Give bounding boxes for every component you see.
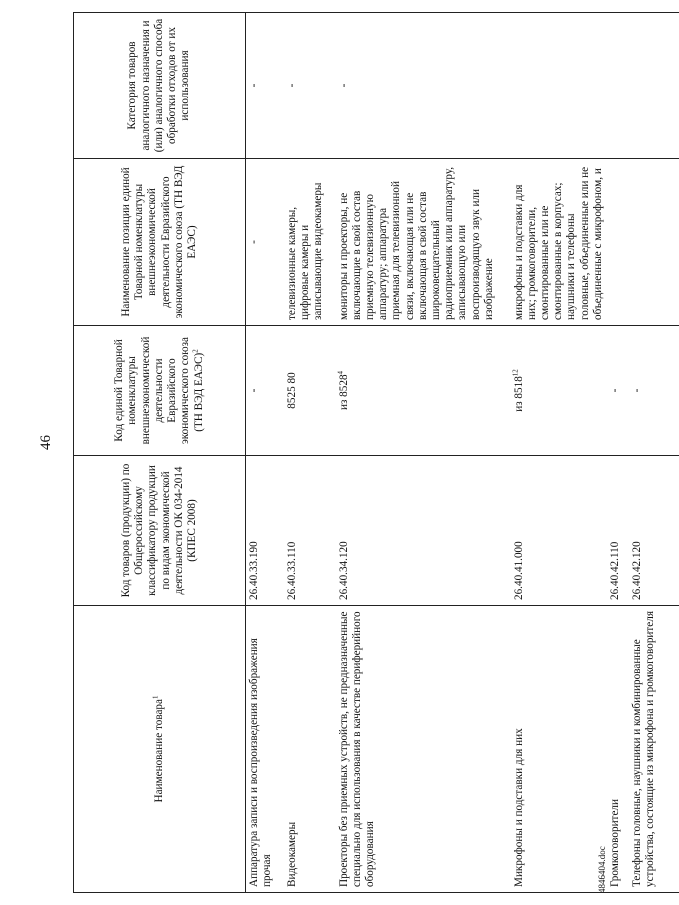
cell-tnved-name: мониторы и проекторы, не включающие в свой состав приемную телевизионную аппаратуру; аппаратура приемная для телевизионной связи, включающая или не включающая в свой состав широковещательный радиоприемник или аппаратуру, записывающую или воспроизводящую звук или изображение: [336, 159, 511, 326]
header-okpd: Код товаров (продукции) по Общероссийскому классификатору продукции по видам экономической деятельности ОК 034-2014 (КПЕС 2008): [74, 456, 246, 606]
cell-category: [511, 13, 608, 159]
cell-okpd: 26.40.33.190: [246, 456, 284, 606]
cell-tnved-name: телевизионные камеры, цифровые камеры и записывающие видеокамеры: [284, 159, 336, 326]
header-tnved-code: Код единой Товарной номенклатуры внешнеэкономической деятельности Евразийского экономического союза (ТН ВЭД ЕАЭС)$^2$: [74, 326, 246, 456]
cell-tnved-name: [607, 159, 629, 326]
cell-okpd: 26.40.33.110: [284, 456, 336, 606]
cell-tnved-code: -: [607, 326, 629, 456]
goods-table: [73, 12, 679, 893]
cell-tnved-code: -: [246, 326, 284, 456]
cell-okpd: 26.40.42.120: [629, 456, 679, 606]
header-name: Наименование товара$^1$: [74, 606, 246, 893]
cell-category: -: [336, 13, 511, 159]
cell-category: -: [284, 13, 336, 159]
table-row: [607, 13, 629, 893]
cell-category: -: [246, 13, 284, 159]
cell-tnved-code: из 8518$^{12}$: [511, 326, 608, 456]
header-category: Категория товаров аналогичного назначения и (или) аналогичного способа обработки отходов от их использования: [74, 13, 246, 159]
document-id: 4846404.doc: [597, 846, 607, 893]
cell-name: Громкоговорители: [607, 606, 629, 893]
page-number: 46: [38, 435, 54, 450]
table-row: [336, 13, 511, 893]
cell-tnved-name: -: [246, 159, 284, 326]
cell-okpd: 26.40.34.120: [336, 456, 511, 606]
cell-tnved-code: из 8528$^4$: [336, 326, 511, 456]
cell-category: [607, 13, 629, 159]
table-row: [246, 13, 284, 893]
cell-name: Аппаратура записи и воспроизведения изображения прочая: [246, 606, 284, 893]
cell-name: Проекторы без приемных устройств, не предназначенные специально для использования в качестве периферийного оборудования: [336, 606, 511, 893]
cell-name: Телефоны головные, наушники и комбинированные устройства, состоящие из микрофона и громкоговорителя: [629, 606, 679, 893]
cell-okpd: 26.40.42.110: [607, 456, 629, 606]
table-header-row: [74, 13, 246, 893]
table-row: [629, 13, 679, 893]
cell-tnved-name: [629, 159, 679, 326]
cell-okpd: 26.40.41.000: [511, 456, 608, 606]
cell-name: Видеокамеры: [284, 606, 336, 893]
table-row: [511, 13, 608, 893]
table-row: [284, 13, 336, 893]
cell-name: Микрофоны и подставки для них: [511, 606, 608, 893]
cell-tnved-code: -: [629, 326, 679, 456]
cell-tnved-name: микрофоны и подставки для них; громкоговорители, смонтированные или не смонтированные в корпусах; наушники и телефоны головные, объединенные или не объединенные с микрофоном, и: [511, 159, 608, 326]
cell-category: [629, 13, 679, 159]
table-body: [246, 13, 679, 893]
header-tnved-name: Наименование позиции единой Товарной номенклатуры внешнеэкономической деятельности Евразийского экономического союза (ТН ВЭД ЕАЭС): [74, 159, 246, 326]
cell-tnved-code: 8525 80: [284, 326, 336, 456]
